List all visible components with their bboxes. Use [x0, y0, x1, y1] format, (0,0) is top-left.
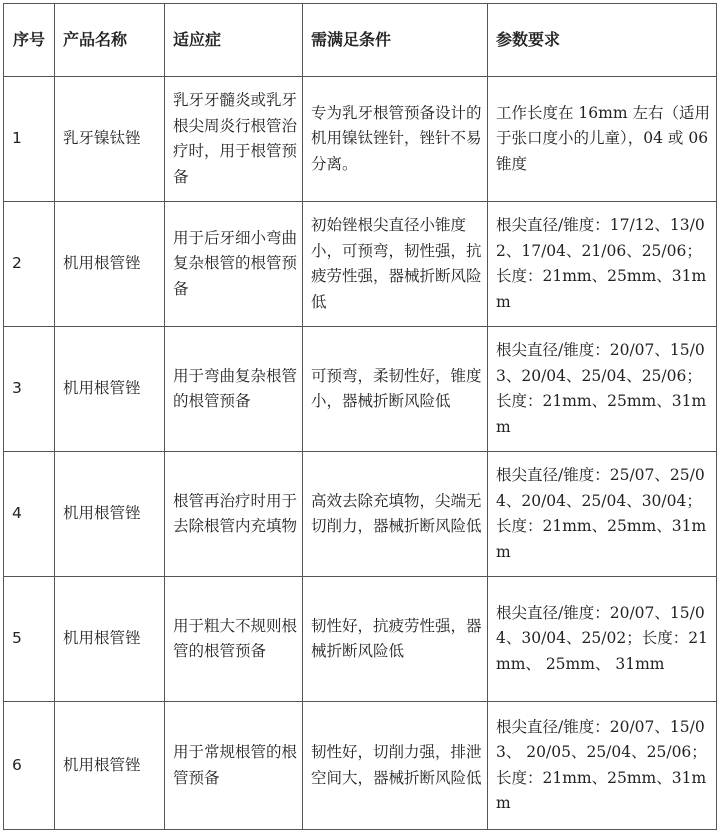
cell-params: 根尖直径/锥度：17/12、13/02、17/04、21/06、25/06；长度：21mm、25mm、31mm — [488, 202, 717, 327]
cell-no: 3 — [4, 327, 55, 452]
cell-indication: 根管再治疗时用于去除根管内充填物 — [165, 452, 303, 577]
cell-params: 根尖直径/锥度：20/07、15/03、20/04、25/04、25/06；长度：21mm、25mm、31mm — [488, 327, 717, 452]
cell-indication: 乳牙牙髓炎或乳牙根尖周炎行根管治疗时，用于根管预备 — [165, 77, 303, 202]
cell-product-name: 机用根管锉 — [55, 327, 165, 452]
cell-indication: 用于粗大不规则根管的根管预备 — [165, 577, 303, 702]
cell-indication: 用于后牙细小弯曲复杂根管的根管预备 — [165, 202, 303, 327]
cell-product-name: 机用根管锉 — [55, 577, 165, 702]
cell-product-name: 机用根管锉 — [55, 202, 165, 327]
cell-indication: 用于弯曲复杂根管的根管预备 — [165, 327, 303, 452]
cell-no: 5 — [4, 577, 55, 702]
cell-conditions: 初始锉根尖直径小锥度小，可预弯，韧性强，抗疲劳性强，器械折断风险低 — [303, 202, 488, 327]
cell-params: 工作长度在 16mm 左右（适用于张口度小的儿童），04 或 06 锥度 — [488, 77, 717, 202]
table-row — [4, 452, 717, 577]
cell-params: 根尖直径/锥度：25/07、25/04、20/04、25/04、30/04；长度：21mm、25mm、31mm — [488, 452, 717, 577]
header-params: 参数要求 — [488, 4, 717, 77]
cell-product-name: 机用根管锉 — [55, 702, 165, 830]
cell-conditions: 韧性好，切削力强，排泄空间大，器械折断风险低 — [303, 702, 488, 830]
cell-product-name: 机用根管锉 — [55, 452, 165, 577]
cell-no: 1 — [4, 77, 55, 202]
cell-indication: 用于常规根管的根管预备 — [165, 702, 303, 830]
cell-conditions: 可预弯，柔韧性好，锥度小，器械折断风险低 — [303, 327, 488, 452]
header-no: 序号 — [4, 4, 55, 77]
cell-conditions: 专为乳牙根管预备设计的机用镍钛锉针，锉针不易分离。 — [303, 77, 488, 202]
cell-conditions: 韧性好，抗疲劳性强，器械折断风险低 — [303, 577, 488, 702]
table-header-row — [4, 4, 717, 77]
table-row — [4, 202, 717, 327]
cell-params: 根尖直径/锥度：20/07、15/03、 20/05、25/04、25/06；长度：21mm、25mm、31mm — [488, 702, 717, 830]
cell-no: 4 — [4, 452, 55, 577]
header-indication: 适应症 — [165, 4, 303, 77]
product-spec-table — [3, 3, 717, 830]
cell-no: 2 — [4, 202, 55, 327]
table-row — [4, 327, 717, 452]
cell-no: 6 — [4, 702, 55, 830]
table-row — [4, 702, 717, 830]
cell-product-name: 乳牙镍钛锉 — [55, 77, 165, 202]
table-row — [4, 77, 717, 202]
cell-conditions: 高效去除充填物，尖端无切削力，器械折断风险低 — [303, 452, 488, 577]
header-product-name: 产品名称 — [55, 4, 165, 77]
cell-params: 根尖直径/锥度：20/07、15/04、30/04、25/02；长度：21mm、 25mm、 31mm — [488, 577, 717, 702]
header-conditions: 需满足条件 — [303, 4, 488, 77]
table-row — [4, 577, 717, 702]
